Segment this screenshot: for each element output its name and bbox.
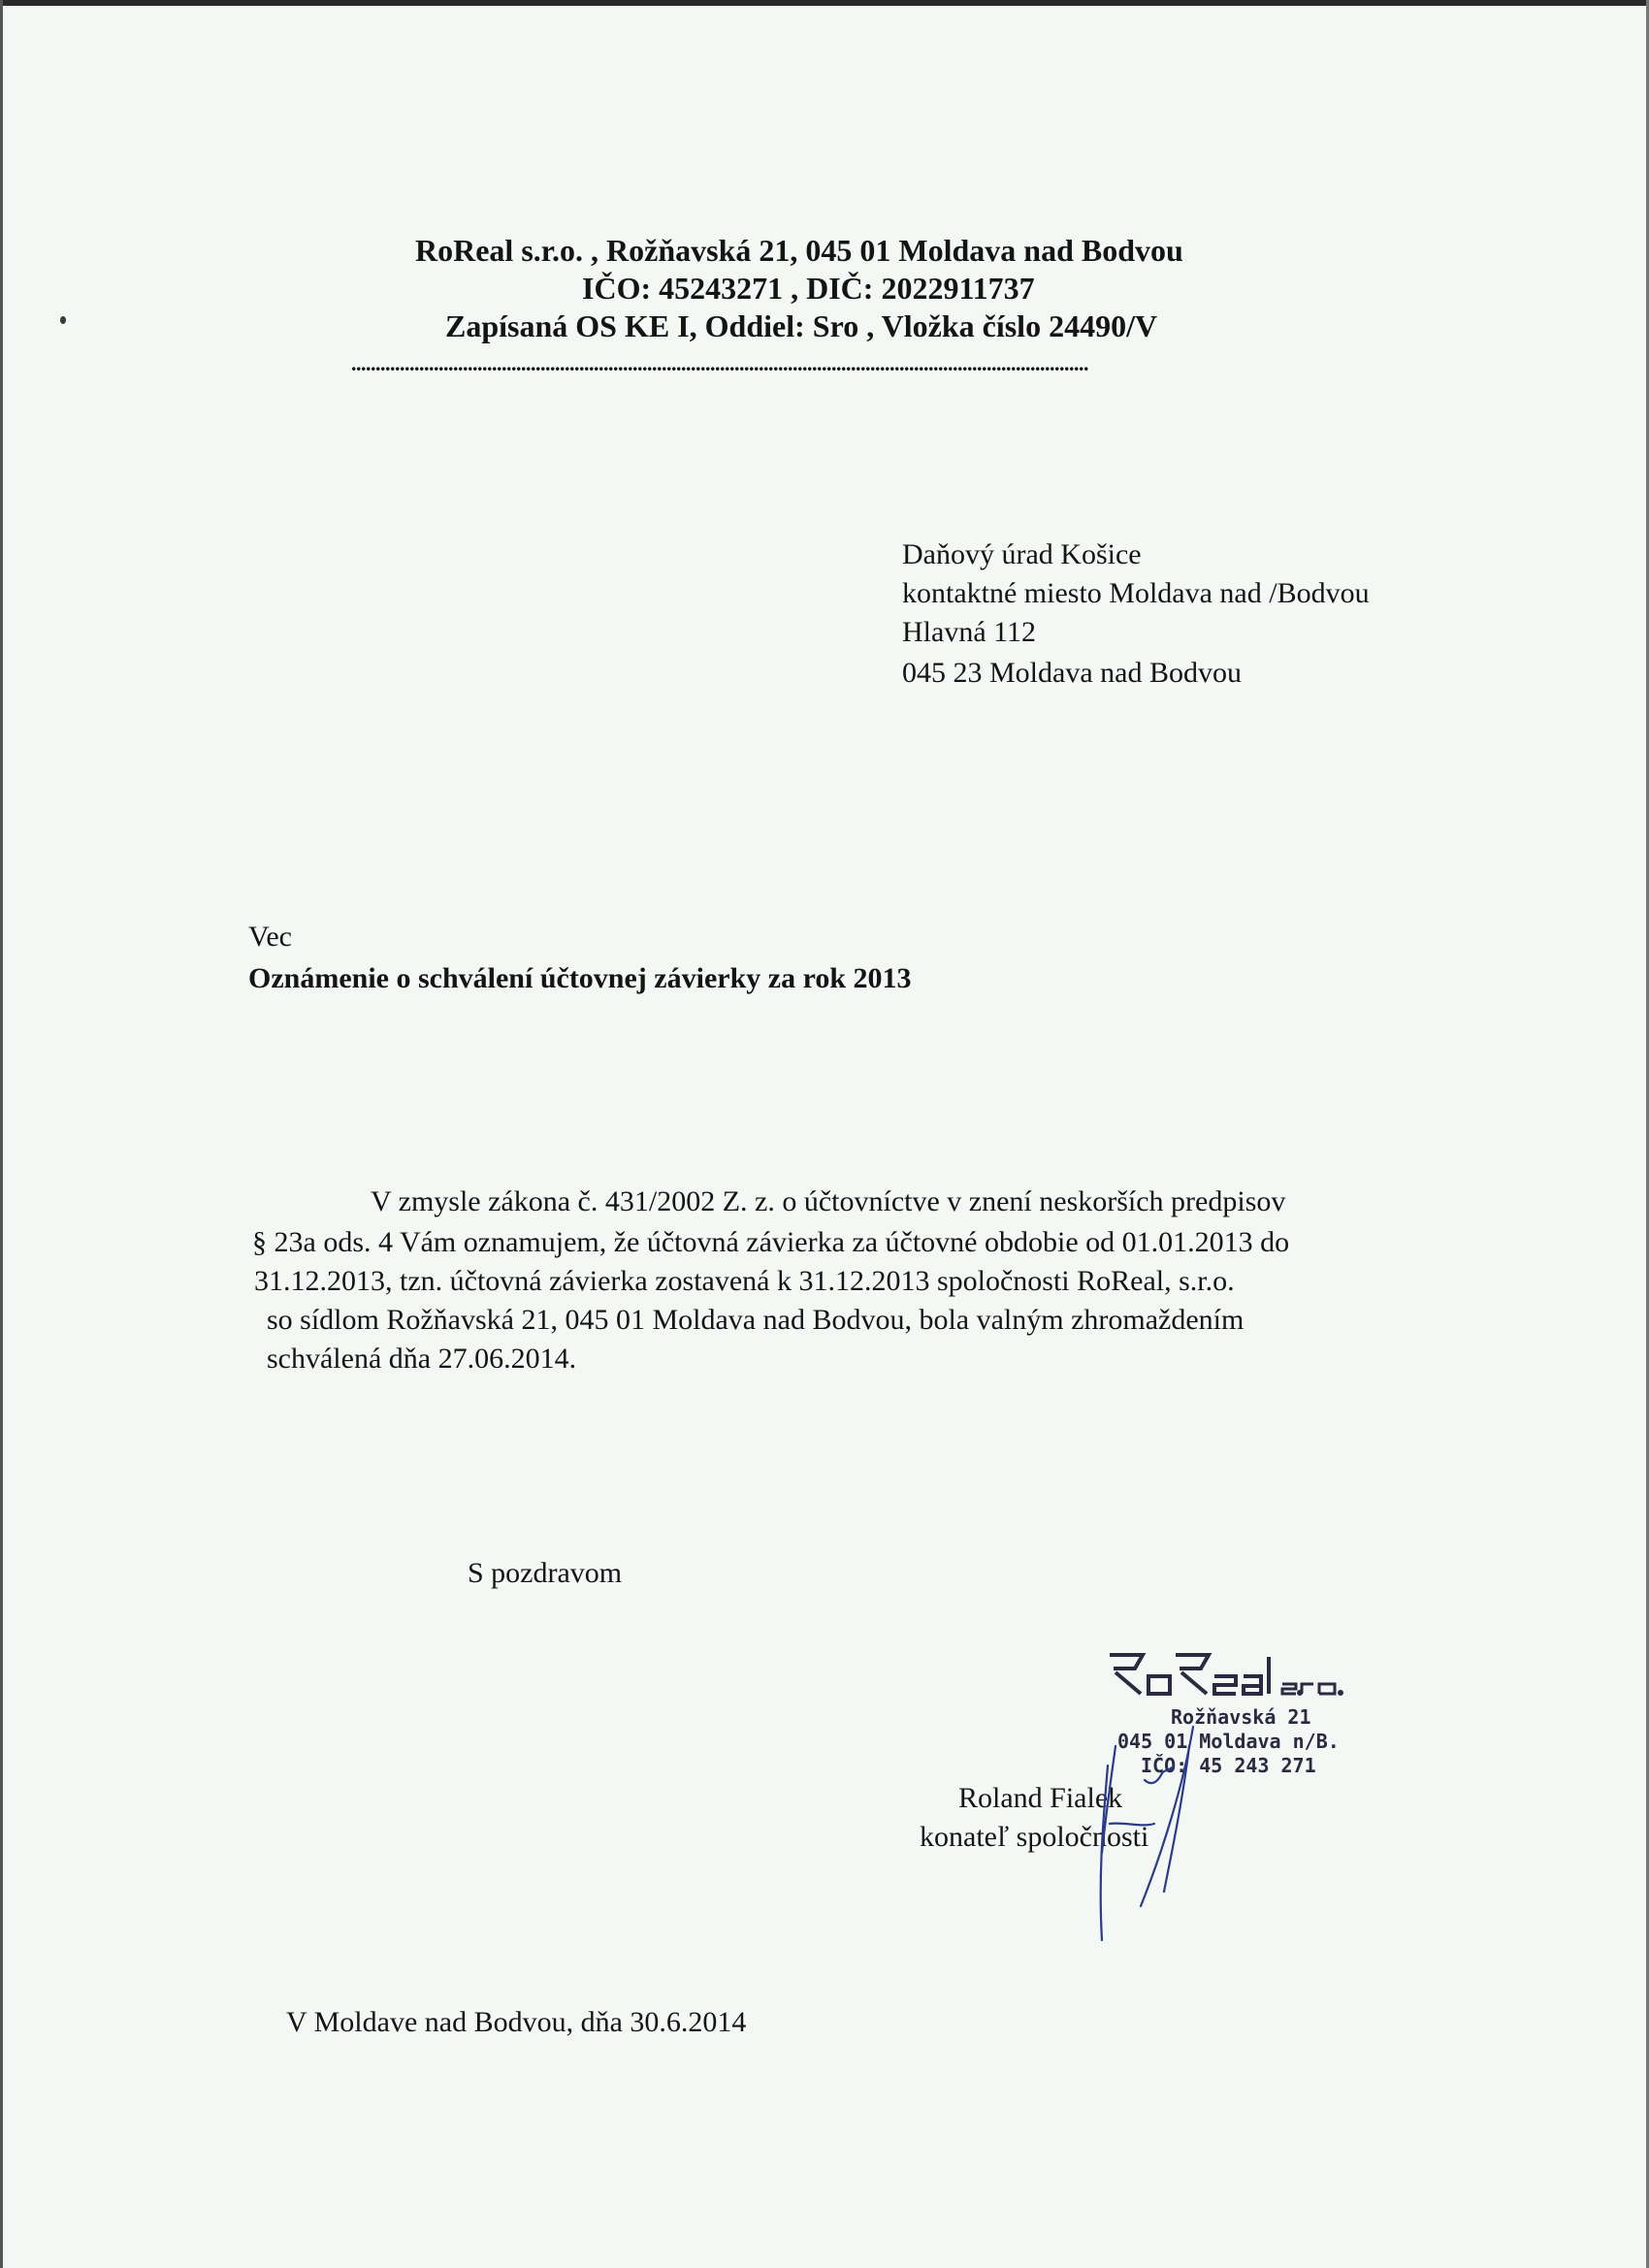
scan-edge-left	[0, 0, 3, 2268]
body-line: 31.12.2013, tzn. účtovná závierka zostavená k 31.12.2013 spoločnosti RoReal, s.r.o.	[254, 1265, 1235, 1297]
letterhead-registration-line: Zapísaná OS KE I, Oddiel: Sro , Vložka číslo 24490/V	[445, 308, 1158, 343]
body-line: so sídlom Rožňavská 21, 045 01 Moldava nad Bodvou, bola valným zhromaždením	[267, 1304, 1245, 1336]
subject-label: Vec	[248, 921, 292, 953]
scan-edge-top	[0, 0, 1649, 6]
body-line: schválená dňa 27.06.2014.	[267, 1343, 577, 1375]
stamp-ico: IČO: 45 243 271	[1141, 1754, 1316, 1777]
signatory-name: Roland Fialek	[958, 1782, 1123, 1814]
body-line: V zmysle zákona č. 431/2002 Z. z. o účtovníctve v znení neskorších predpisov	[371, 1185, 1286, 1217]
place-date: V Moldave nad Bodvou, dňa 30.6.2014	[286, 2006, 747, 2038]
scan-speck	[60, 316, 66, 324]
signatory-role: konateľ spoločnosti	[920, 1821, 1149, 1853]
company-stamp-logo	[1106, 1647, 1358, 1703]
letterhead-separator: ........................................................................................................................................................	[351, 351, 1088, 375]
stamp-city: 045 01 Moldava n/B.	[1117, 1730, 1340, 1753]
body-line: § 23a ods. 4 Vám oznamujem, že účtovná závierka za účtovné obdobie od 01.01.2013 do	[252, 1226, 1290, 1258]
subject-title: Oznámenie o schválení účtovnej závierky za rok 2013	[248, 962, 912, 994]
closing-greeting: S pozdravom	[468, 1557, 623, 1589]
recipient-name: Daňový úrad Košice	[902, 538, 1142, 570]
handwritten-signature	[1048, 1707, 1251, 1950]
recipient-city: 045 23 Moldava nad Bodvou	[902, 657, 1242, 689]
recipient-office: kontaktné miesto Moldava nad /Bodvou	[902, 577, 1370, 609]
letterhead-ids-line: IČO: 45243271 , DIČ: 2022911737	[582, 271, 1035, 306]
recipient-street: Hlavná 112	[902, 616, 1037, 648]
stamp-street: Rožňavská 21	[1171, 1705, 1311, 1729]
letterhead-company-line: RoReal s.r.o. , Rožňavská 21, 045 01 Moldava nad Bodvou	[415, 233, 1183, 268]
